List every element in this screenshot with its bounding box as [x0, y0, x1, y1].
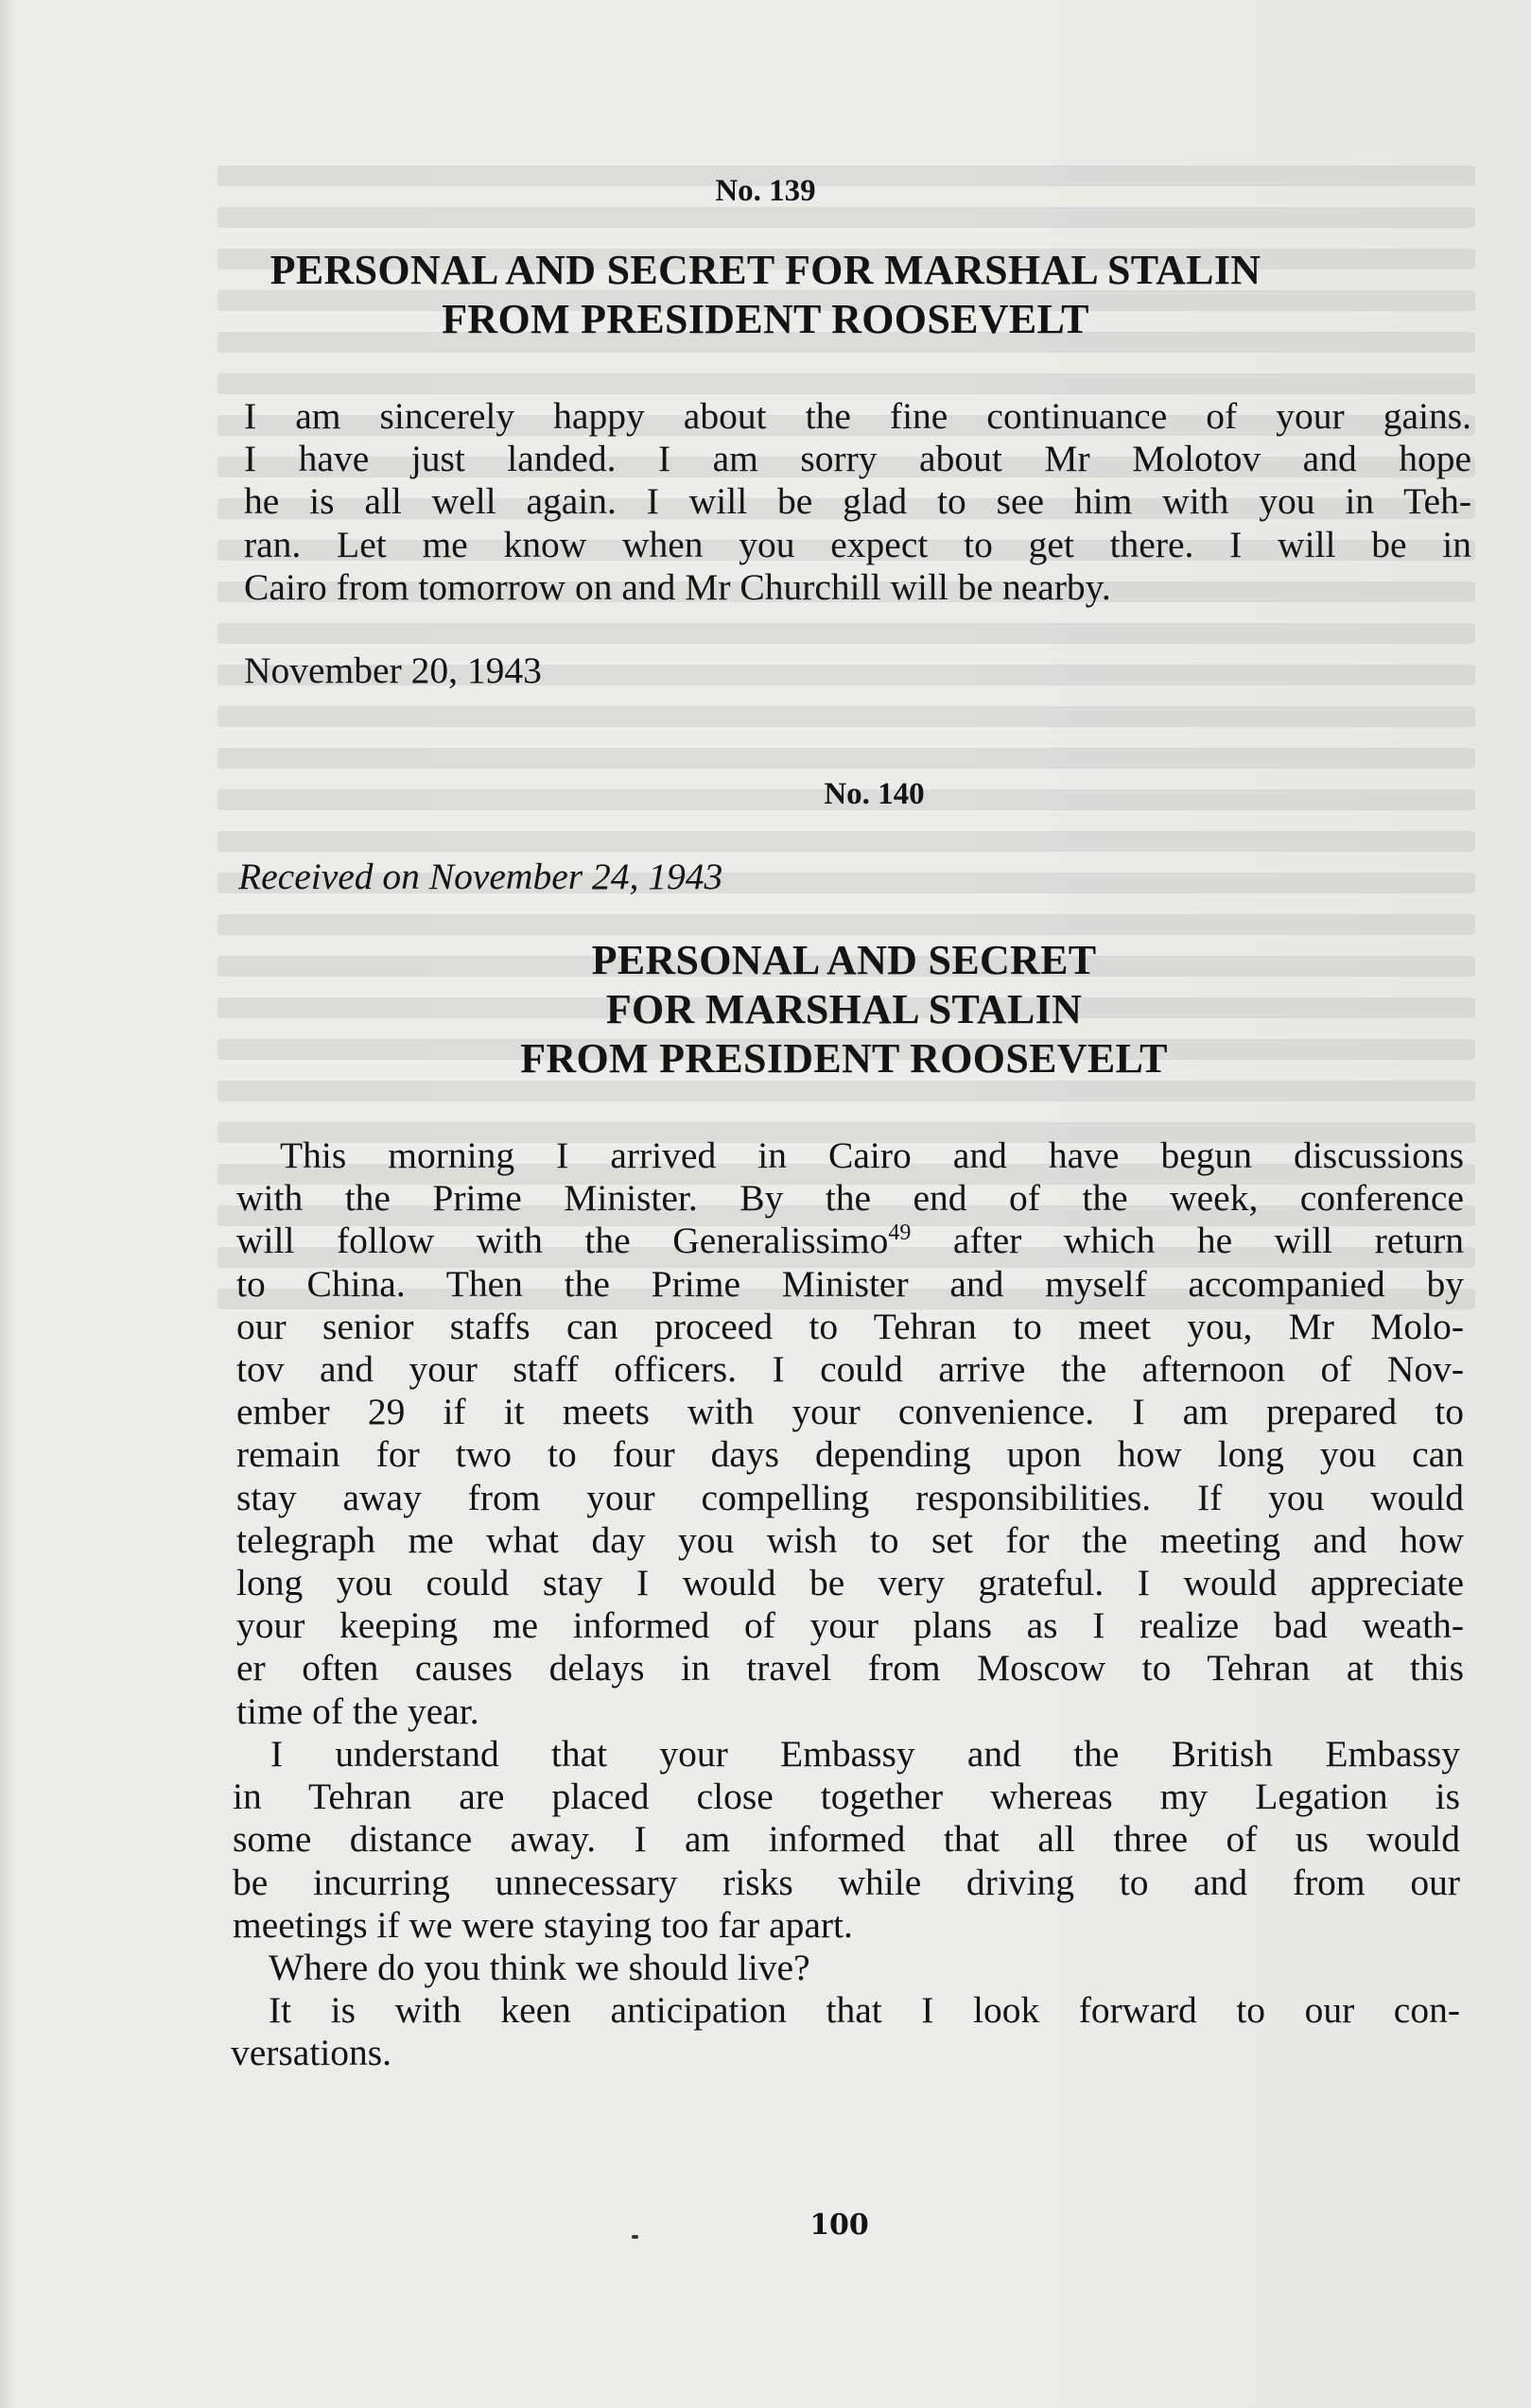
body-line-start: will follow with the Generalissimo: [236, 1220, 889, 1262]
body-line: some distance away. I am informed that all three of us would: [233, 1818, 1460, 1861]
heading-line: PERSONAL AND SECRET FOR MARSHAL STALIN: [270, 247, 1261, 293]
footnote-reference: 49: [888, 1221, 912, 1246]
document-140-heading: [78, 936, 1531, 1083]
body-line: he is all well again. I will be glad to see him with you in Teh-: [244, 480, 1471, 523]
body-line: in Tehran are placed close together whereas my Legation is: [233, 1776, 1460, 1818]
body-line: your keeping me informed of your plans as I realize bad weath-: [236, 1604, 1464, 1647]
body-line: telegraph me what day you wish to set for the meeting and how: [236, 1518, 1464, 1561]
body-line: I am sincerely happy about the fine continuance of your gains.: [244, 395, 1471, 437]
body-line: Where do you think we should live?: [269, 1947, 810, 1988]
document-139-body: [244, 395, 1471, 609]
page-number: 100: [809, 2209, 869, 2242]
body-line: Cairo from tomorrow on and Mr Churchill will be nearby.: [244, 565, 1111, 608]
body-line: versations.: [231, 2032, 392, 2074]
document-number-139: No. 139: [715, 174, 816, 208]
body-line: ember 29 if it meets with your convenience. I am prepared to: [236, 1391, 1464, 1433]
heading-line: FROM PRESIDENT ROOSEVELT: [520, 1035, 1168, 1082]
body-line: I have just landed. I am sorry about Mr Molotov and hope: [244, 438, 1471, 480]
received-date: Received on November 24, 1943: [238, 856, 723, 897]
body-line: long you could stay I would be very grateful. I would appreciate: [236, 1562, 1464, 1604]
document-139-heading: [0, 246, 1531, 344]
body-line: er often causes delays in travel from Moscow to Tehran at this: [236, 1647, 1464, 1689]
body-line: with the Prime Minister. By the end of the week, conference: [236, 1177, 1464, 1220]
document-140-paragraph-2: [233, 1733, 1460, 1947]
body-line: stay away from your compelling responsibilities. If you would: [236, 1476, 1464, 1518]
document-140-paragraph-4: [231, 1989, 1460, 2074]
body-line: to China. Then the Prime Minister and myself accompanied by: [236, 1262, 1464, 1305]
body-line: meetings if we were staying too far apart.: [233, 1903, 853, 1946]
body-line: remain for two to four days depending upon how long you can: [236, 1433, 1464, 1476]
body-line: time of the year.: [236, 1689, 479, 1732]
body-line: tov and your staff officers. I could arrive the afternoon of Nov-: [236, 1348, 1464, 1391]
heading-line: FROM PRESIDENT ROOSEVELT: [442, 296, 1089, 342]
document-140-paragraph-3: [269, 1947, 1460, 1989]
body-line: I understand that your Embassy and the British Embassy: [270, 1733, 1460, 1775]
body-line: our senior staffs can proceed to Tehran to meet you, Mr Molo-: [236, 1305, 1464, 1347]
heading-line: PERSONAL AND SECRET: [591, 937, 1097, 983]
document-number-140: No. 140: [824, 777, 925, 811]
document-139-date: November 20, 1943: [244, 650, 542, 691]
body-line: ran. Let me know when you expect to get there. I will be in: [244, 523, 1471, 565]
body-line-with-footnote: [236, 1220, 1464, 1262]
document-140-paragraph-1: [236, 1135, 1464, 1733]
body-line-end: after which he will return: [911, 1220, 1464, 1262]
body-line: be incurring unnecessary risks while driving to and from our: [233, 1861, 1460, 1903]
heading-line: FOR MARSHAL STALIN: [605, 986, 1083, 1032]
body-line: It is with keen anticipation that I look forward to our con-: [269, 1989, 1460, 2031]
body-line: This morning I arrived in Cairo and have begun discussions: [280, 1135, 1464, 1176]
